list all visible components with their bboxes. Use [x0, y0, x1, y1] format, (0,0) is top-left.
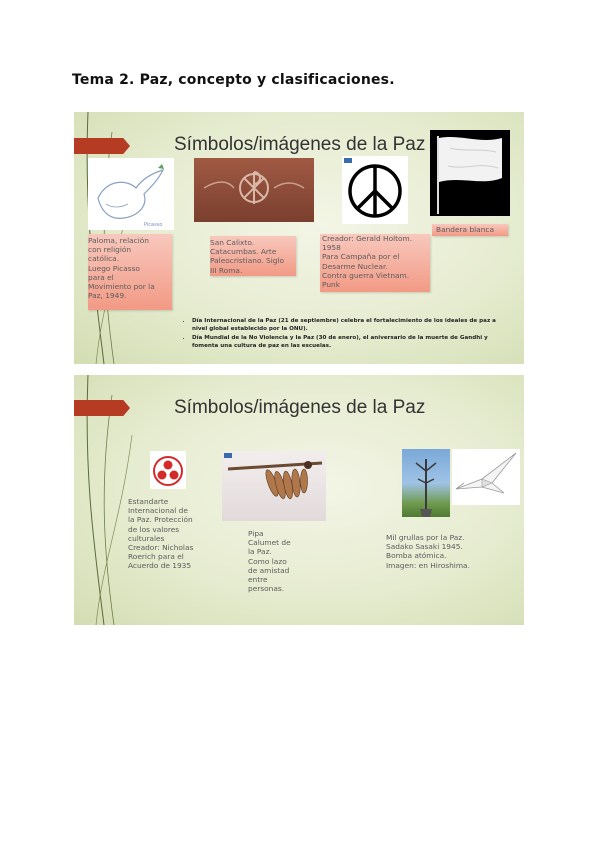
white-flag-image [430, 130, 510, 216]
flag-caption: Bandera blanca [436, 225, 494, 234]
title-arrow [74, 138, 130, 154]
bullet-list [182, 317, 512, 351]
svg-text:Picasso: Picasso [144, 222, 163, 228]
bullet-item: • Día Mundial de la No Violencia y la Paz (30 de enero), el aniversario de la muerte de Gandhi y fomenta una cultura de paz en las escuelas. [192, 334, 512, 350]
chrismon-caption: San Calixto. Catacumbas. Arte Paleocristiano. Siglo III Roma. [210, 238, 285, 275]
slide-title: Símbolos/imágenes de la Paz [174, 134, 426, 155]
dove-caption: Paloma, relación con religión católica. Luego Picasso para el Movimiento por la Paz, 1949. [88, 236, 155, 301]
peace-sign-image [342, 156, 408, 224]
peace-sign-caption: Creador: Gerald Holtom. 1958 Para Campaña por el Desarme Nuclear. Contra guerra Vietnam. Punk [322, 234, 413, 290]
banner-caption: Estandarte Internacional de la Paz. Protección de los valores culturales Creador: Nicholas Roerich para el Acuerdo de 1935 [128, 497, 194, 571]
bullet-item: • Día Internacional de la Paz (21 de septiembre) celebra el fortalecimiento de los ideales de paz a nivel global establecido por la ONU). [192, 317, 512, 333]
slide-2 [74, 375, 524, 625]
pipe-caption: Pipa Calumet de la Paz. Como lazo de amistad entre personas. [248, 529, 291, 594]
slide-title: Símbolos/imágenes de la Paz [174, 397, 426, 418]
dove-image [88, 158, 174, 230]
peace-monument-image [402, 449, 450, 517]
chrismon-image [194, 158, 314, 222]
origami-crane-image [452, 449, 520, 505]
slide-1 [74, 112, 524, 364]
image-badge [224, 453, 232, 458]
document-heading: Tema 2. Paz, concepto y clasificaciones. [72, 72, 395, 88]
image-badge [344, 158, 352, 163]
peace-pipe-image [222, 451, 326, 521]
cranes-caption: Mil grullas por la Paz. Sadako Sasaki 1945. Bomba atómica. Imagen: en Hiroshima. [386, 533, 470, 570]
title-arrow [74, 400, 130, 416]
banner-of-peace-image [150, 451, 186, 489]
